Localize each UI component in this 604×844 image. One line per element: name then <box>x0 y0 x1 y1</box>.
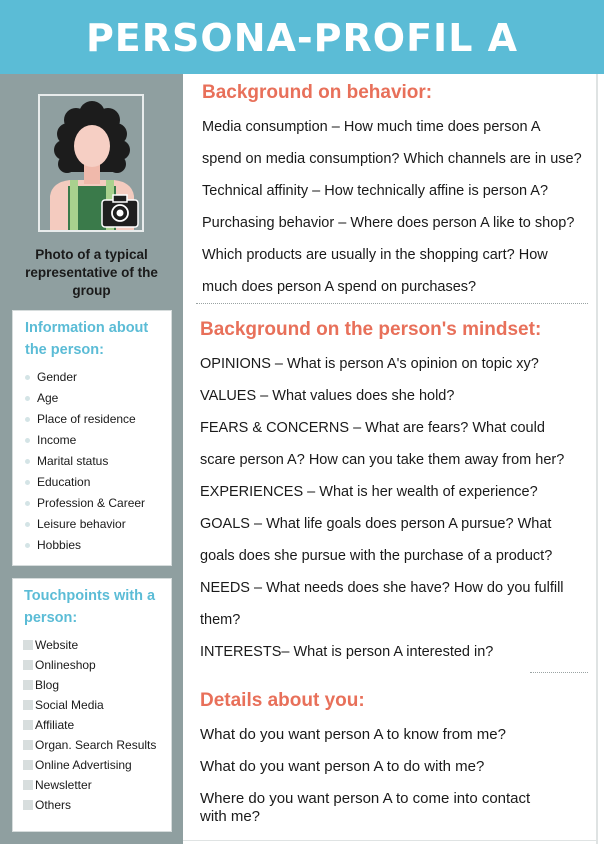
list-item: Place of residence <box>13 409 171 430</box>
section-divider <box>196 303 588 304</box>
right-border <box>596 74 598 844</box>
details-line: What do you want person A to know from me? <box>200 726 506 743</box>
bullet-icon <box>25 522 30 527</box>
behavior-line: Which products are usually in the shopping cart? How <box>202 247 548 263</box>
checkbox-square-icon <box>23 780 33 790</box>
bullet-icon <box>25 480 30 485</box>
list-item: Income <box>13 430 171 451</box>
checkbox-square-icon <box>23 740 33 750</box>
list-item: Organ. Search Results <box>13 735 171 755</box>
page-header <box>0 0 604 74</box>
touchpoints-title: Touchpoints with a person: <box>24 588 156 626</box>
list-item: Leisure behavior <box>13 514 171 535</box>
person-info-list <box>13 367 171 556</box>
checkbox-square-icon <box>23 720 33 730</box>
bullet-icon <box>25 417 30 422</box>
mindset-line: VALUES – What values does she hold? <box>200 388 455 404</box>
touchpoints-box <box>12 578 172 832</box>
bottom-border <box>183 840 598 841</box>
bullet-icon <box>25 375 30 380</box>
list-item: Hobbies <box>13 535 171 556</box>
behavior-line: spend on media consumption? Which channels are in use? <box>202 151 582 167</box>
list-item: Age <box>13 388 171 409</box>
list-item: Newsletter <box>13 775 171 795</box>
mindset-line: EXPERIENCES – What is her wealth of experience? <box>200 484 538 500</box>
mindset-line: NEEDS – What needs does she have? How do you fulfill <box>200 580 564 596</box>
checkbox-square-icon <box>23 800 33 810</box>
photo-caption: Photo of a typical representative of the group <box>25 247 158 298</box>
checkbox-square-icon <box>23 760 33 770</box>
details-line: with me? <box>200 808 261 825</box>
list-item: Marital status <box>13 451 171 472</box>
behavior-line: Purchasing behavior – Where does person A like to shop? <box>202 215 575 231</box>
list-item: Others <box>13 795 171 815</box>
touchpoints-list <box>13 635 171 815</box>
mindset-heading: Background on the person's mindset: <box>200 319 542 340</box>
list-item: Social Media <box>13 695 171 715</box>
checkbox-square-icon <box>23 660 33 670</box>
mindset-line: them? <box>200 612 241 628</box>
person-illustration <box>40 96 142 230</box>
bullet-icon <box>25 396 30 401</box>
camera-icon <box>102 195 138 227</box>
mindset-line: scare person A? How can you take them away from her? <box>200 452 565 468</box>
page-title: PERSONA-PROFIL A <box>85 16 519 60</box>
mindset-line: OPINIONS – What is person A's opinion on topic xy? <box>200 356 539 372</box>
behavior-line: Technical affinity – How technically affine is person A? <box>202 183 549 199</box>
mindset-line: GOALS – What life goals does person A pursue? What <box>200 516 552 532</box>
mindset-line: FEARS & CONCERNS – What are fears? What could <box>200 420 545 436</box>
details-line: Where do you want person A to come into contact <box>200 790 531 807</box>
behavior-heading: Background on behavior: <box>202 82 433 103</box>
list-item: Onlineshop <box>13 655 171 675</box>
details-line: What do you want person A to do with me? <box>200 758 485 775</box>
list-item: Profession & Career <box>13 493 171 514</box>
list-item: Education <box>13 472 171 493</box>
list-item: Website <box>13 635 171 655</box>
bullet-icon <box>25 459 30 464</box>
behavior-line: Media consumption – How much time does person A <box>202 119 541 135</box>
checkbox-square-icon <box>23 700 33 710</box>
person-info-title: Information about the person: <box>25 320 149 358</box>
checkbox-square-icon <box>23 680 33 690</box>
bullet-icon <box>25 438 30 443</box>
list-item: Blog <box>13 675 171 695</box>
behavior-line: much does person A spend on purchases? <box>202 279 477 295</box>
sidebar <box>0 74 183 844</box>
photo-frame <box>38 94 144 232</box>
mindset-line: goals does she pursue with the purchase of a product? <box>200 548 553 564</box>
list-item: Gender <box>13 367 171 388</box>
list-item: Affiliate <box>13 715 171 735</box>
bullet-icon <box>25 501 30 506</box>
section-divider <box>530 672 588 673</box>
list-item: Online Advertising <box>13 755 171 775</box>
mindset-line: INTERESTS– What is person A interested in? <box>200 644 494 660</box>
person-info-box <box>12 310 172 566</box>
details-heading: Details about you: <box>200 690 365 711</box>
bullet-icon <box>25 543 30 548</box>
checkbox-square-icon <box>23 640 33 650</box>
